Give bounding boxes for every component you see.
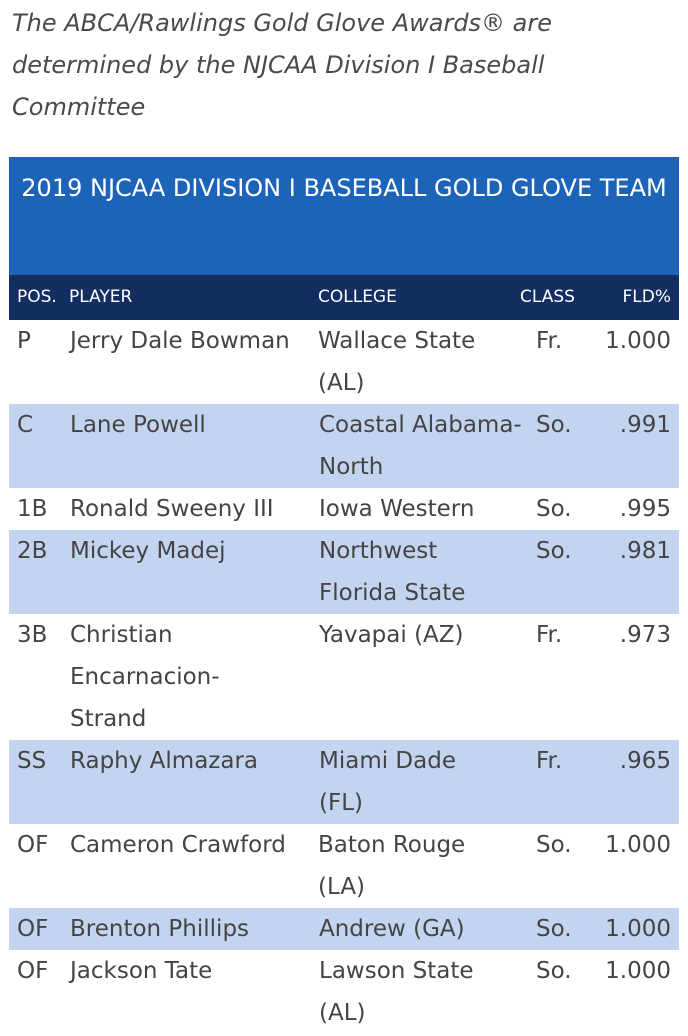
header-pos: POS. [17, 287, 57, 307]
cell-college: Northwest Florida State [319, 538, 466, 606]
cell-class: Fr. [536, 622, 563, 648]
cell-class: So. [536, 916, 572, 942]
cell-fld: 1.000 [605, 832, 671, 858]
cell-pos: 1B [17, 496, 48, 522]
cell-pos: 3B [17, 622, 48, 648]
cell-fld: .981 [619, 538, 671, 564]
table-row [9, 488, 679, 530]
cell-player: Raphy Almazara [70, 748, 259, 774]
header-class: CLASS [520, 287, 575, 307]
cell-player: Mickey Madej [70, 538, 226, 564]
cell-class: Fr. [536, 748, 563, 774]
table-row [9, 614, 679, 740]
cell-college: Wallace State (AL) [318, 328, 476, 396]
cell-player: Lane Powell [70, 412, 206, 438]
table-header-row [9, 275, 679, 320]
header-player: PLAYER [69, 287, 133, 307]
cell-class: So. [536, 412, 572, 438]
cell-college: Baton Rouge (LA) [318, 832, 466, 900]
cell-college: Miami Dade (FL) [319, 748, 456, 816]
cell-pos: OF [17, 832, 49, 858]
cell-fld: 1.000 [605, 958, 671, 984]
cell-pos: P [17, 328, 31, 354]
cell-class: So. [536, 958, 572, 984]
cell-player: Jackson Tate [70, 958, 213, 984]
cell-fld: .991 [619, 412, 671, 438]
cell-player: Ronald Sweeny III [70, 496, 274, 522]
table-title: 2019 NJCAA DIVISION I BASEBALL GOLD GLOVE TEAM [9, 157, 679, 275]
cell-college: Coastal Alabama-North [319, 412, 522, 480]
cell-fld: .965 [619, 748, 671, 774]
table-row [9, 908, 679, 950]
cell-class: Fr. [536, 328, 563, 354]
cell-college: Andrew (GA) [319, 916, 465, 942]
cell-pos: OF [17, 916, 49, 942]
cell-pos: C [17, 412, 34, 438]
table-row [9, 320, 679, 404]
cell-fld: .973 [619, 622, 671, 648]
cell-pos: 2B [17, 538, 48, 564]
cell-fld: 1.000 [605, 328, 671, 354]
cell-player: Jerry Dale Bowman [70, 328, 290, 354]
cell-college: Lawson State (AL) [319, 958, 474, 1026]
cell-pos: SS [17, 748, 47, 774]
cell-player: Christian Encarnacion-Strand [70, 622, 220, 732]
cell-fld: 1.000 [605, 916, 671, 942]
cell-college: Iowa Western [319, 496, 475, 522]
table-row [9, 404, 679, 488]
table-row [9, 824, 679, 908]
intro-text: The ABCA/Rawlings Gold Glove Awards® are determined by the NJCAA Division I Baseball Committee [12, 9, 553, 121]
table-row [9, 740, 679, 824]
cell-class: So. [536, 832, 572, 858]
cell-player: Cameron Crawford [70, 832, 286, 858]
cell-fld: .995 [619, 496, 671, 522]
table-row [9, 530, 679, 614]
gold-glove-table [9, 157, 679, 1034]
header-fld: FLD% [622, 287, 671, 307]
cell-pos: OF [17, 958, 49, 984]
cell-player: Brenton Phillips [70, 916, 250, 942]
cell-class: So. [536, 496, 572, 522]
cell-college: Yavapai (AZ) [319, 622, 464, 648]
cell-class: So. [536, 538, 572, 564]
header-college: COLLEGE [318, 287, 397, 307]
table-row [9, 950, 679, 1034]
